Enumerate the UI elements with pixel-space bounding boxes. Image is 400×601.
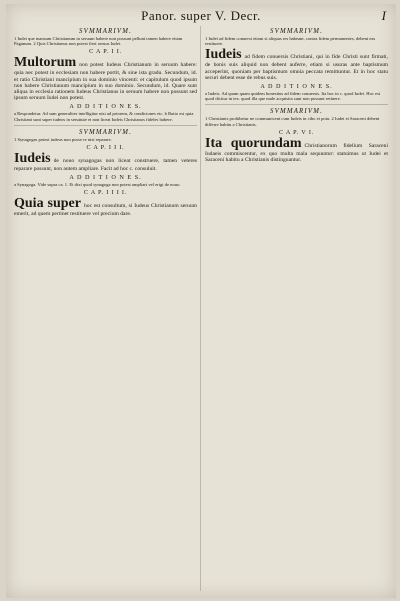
right-column <box>205 26 388 165</box>
summary-heading: SVMMARIVM. <box>270 28 323 35</box>
left-column <box>14 26 197 220</box>
chapter-heading: C A P. V I. <box>278 128 315 136</box>
summary-text: 1 Synagogas potest iudeus non posse re nisi reparare. <box>14 136 112 142</box>
running-head: Panor. super V. Decr. <box>141 8 261 23</box>
initial-word: Multorum <box>14 55 77 71</box>
summary-text: 1 Iudei que mansum Christianum in seruum habere non possunt pellunt tamen habere etiam Paganum. 2 Quis Christianus non potest fieri seruus Iudei. <box>14 36 183 47</box>
column-divider <box>200 26 201 591</box>
additions-text: a Iudeis. Ad quam quam quidem honestius ad fidem conuersis. Ita hoc in c. quod Iudei. Hoc est quod dicitur in tex. quod illa que male acquisita sunt non possunt retinere. <box>205 91 381 102</box>
chapter-text: Multorum non potest Iudeus Christianum in seruum habere: quia nec potest in ecclesiam non habere portit, & sine ista gradu. Secundum, id. et ratio Christiani mancipium in sua dominio vincenti: et capitulum quod ipsum non habere Christianum mancipium in suo dominio. Secundum, id. Quare sunt aliqua in ecclesia rationem Iudeus Christianus in seruum habere non possunt sed ipsum seruum Iudei non potest. <box>14 55 197 102</box>
chapter-text: Iudeis de nouo synagogas non liceat construere, tamen veteres reparare possunt, non autem ampliare. Facit ad hoc c. consuluit. <box>14 151 197 173</box>
divider <box>205 104 388 105</box>
additions-text: a Synagoga. Vide supra ca. 1. Et dixi quod synagoga non potest ampliari vel erigi de nouo. <box>14 182 181 188</box>
summary-heading: SVMMARIVM. <box>270 108 323 116</box>
additions-heading: A D D I T I O N E S. <box>69 174 142 182</box>
initial-word: Iudeis <box>14 151 51 167</box>
chapter-text: Quia super hoc est consultum, si Iudeus Christianum seruum emerit, ad quem pertinet restituere vel precium dare. <box>14 196 198 218</box>
initial-word: Quia super <box>14 196 81 212</box>
summary-text: 1 Iudei ad fidem conuersi etiam si aliquas res habeant, contra fidem permanentes, debent eas restituere. <box>205 36 376 47</box>
additions-text: a Respondetur. Ad sum generaliter intelligitur nisi ad priorem, & condiciones etc. b Ratio est quia Christiani sunt super iudeos in seruitute et non liceat Iudeis Christianos fideles habere. <box>14 111 194 122</box>
chapter-heading: C A P. I I I I. <box>83 189 128 197</box>
summary-heading: SVMMARIVM. <box>79 28 132 35</box>
additions-heading: A D D I T I O N E S. <box>260 83 333 91</box>
summary-text: 1 Christianis prohibetur ne communicent cum Iudeis in cibo et potu. 2 Iudei et Saraceni debent differre habitu a Christianis. <box>205 116 380 127</box>
summary-heading: SVMMARIVM. <box>79 128 132 136</box>
additions-heading: A D D I T I O N E S. <box>69 103 142 111</box>
chapter-heading: C A P. I I I. <box>86 144 125 152</box>
book-page <box>6 4 396 598</box>
chapter-heading: C A P. I I. <box>89 48 122 56</box>
chapter-text: Iudeis ad fidem conuersis Christiani, qui in fide Christi sunt firmati, de bonis suis aliquid non debent auferre, etiam si usuras ante baptismum acceperint, quoniam per baptismum omnia peccata remittuntur. Et in hoc statu securi debent esse de rebus suis. <box>205 47 388 81</box>
initial-word: Iudeis <box>205 47 242 63</box>
divider <box>14 125 197 126</box>
initial-word: Ita quorundam <box>205 135 302 151</box>
folio-mark: I <box>381 8 386 23</box>
chapter-text: Ita quorundam Christianorum fidelium Saraceni Iudaeis commiscentur, ex quo multa mala sequuntur: statuimus ut Iudei et Saraceni habitu a Christianis distinguantur. <box>205 135 389 164</box>
